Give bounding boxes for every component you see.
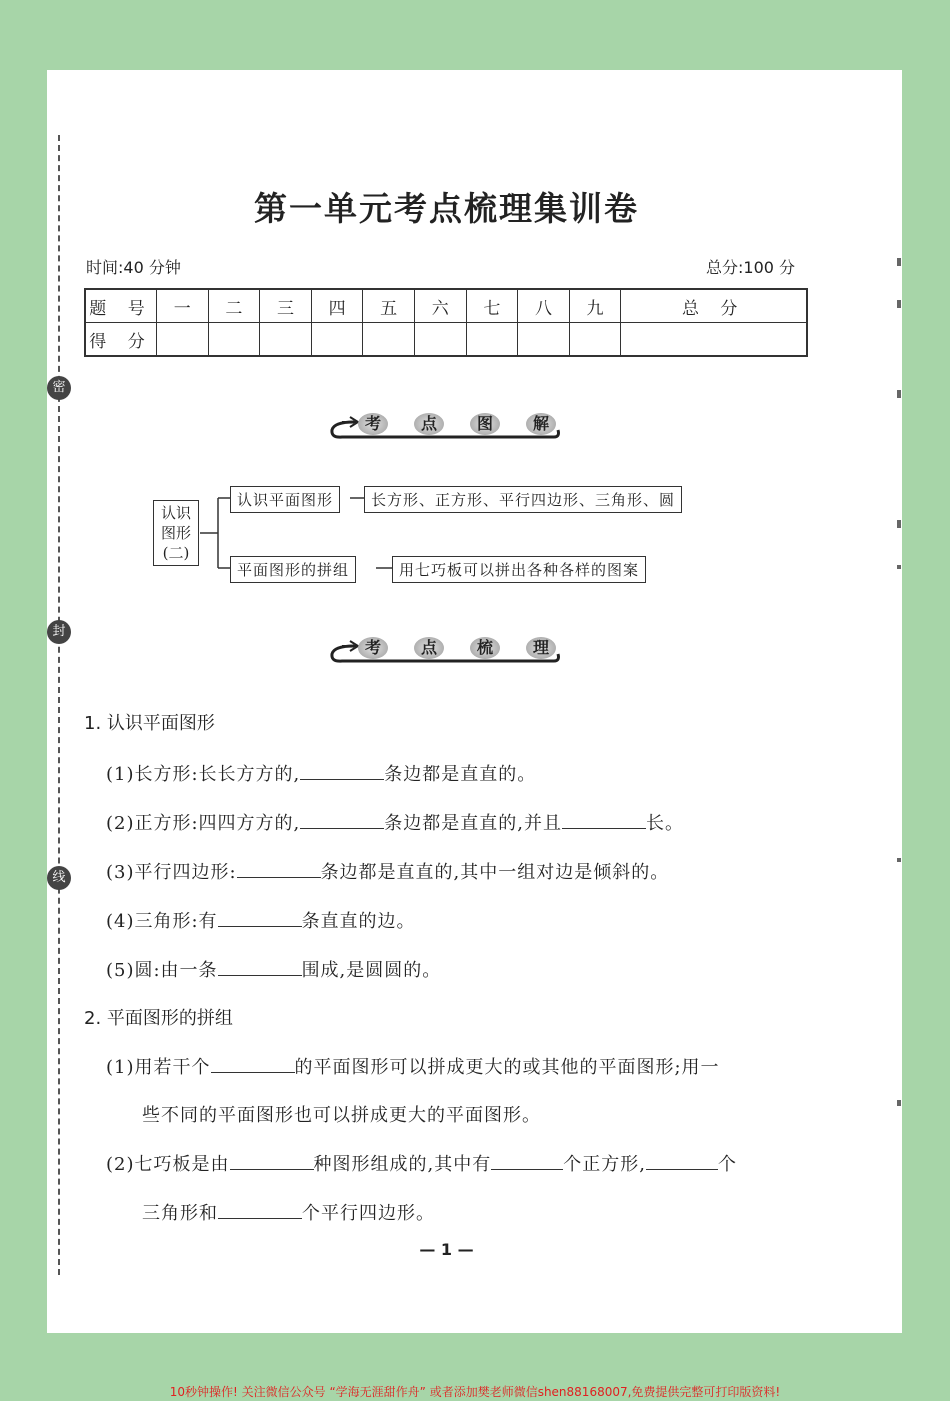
answer-blank[interactable] [237,876,321,878]
question-text: 围成,是圆圆的。 [301,960,442,981]
question-text: (1)用若干个 [106,1057,211,1078]
section-char: 考 [358,413,388,435]
question-text: (5)圆:由一条 [106,960,218,981]
answer-blank[interactable] [218,925,302,927]
answer-blank[interactable] [230,1168,314,1170]
score-row-label: 得 分 [85,323,157,357]
answer-blank[interactable] [562,827,646,829]
question-text: 三角形和 [142,1203,218,1224]
diagram-branch-combine: 平面图形的拼组 [230,556,356,583]
question-text: (3)平行四边形: [106,862,237,883]
answer-blank[interactable] [218,974,302,976]
question-text: 个正方形, [563,1154,646,1175]
question-2-2 [106,1150,737,1176]
section-char: 解 [526,413,556,435]
answer-blank[interactable] [211,1071,295,1073]
edge-mark [897,1100,901,1106]
question-text: (2)正方形:四四方方的, [106,813,301,834]
section-char: 理 [526,637,556,659]
diagram-root-line: 认识 [160,504,191,522]
question-text: 条边都是直直的。 [384,764,537,785]
question-text: 条边都是直直的,其中一组对边是倾斜的。 [320,862,670,883]
question-text: (4)三角形:有 [106,911,218,932]
section-char: 点 [414,637,444,659]
score-header-cell: 九 [569,289,621,323]
score-header-cell: 一 [157,289,209,323]
score-header-cell: 三 [260,289,312,323]
diagram-root-box [153,500,199,566]
diagram-root-line: 图形 [160,524,191,542]
total-score: 总分:100 分 [706,258,796,277]
score-header-cell: 八 [518,289,570,323]
answer-blank[interactable] [300,778,384,780]
section-char: 图 [470,413,500,435]
score-header-cell: 总 分 [621,289,807,323]
question-text: 个 [717,1154,737,1175]
question-2-heading: 2. 平面图形的拼组 [84,1008,233,1029]
diagram-branch-recognize: 认识平面图形 [230,486,340,513]
question-text: 条边都是直直的,并且 [384,813,563,834]
question-2-1-continued: 些不同的平面图形也可以拼成更大的平面图形。 [142,1105,541,1126]
score-header-cell: 五 [363,289,415,323]
diagram-root-line: (二) [162,544,190,562]
question-text: (2)七巧板是由 [106,1154,230,1175]
page-number: — 1 — [419,1240,474,1259]
question-1-4 [106,907,416,933]
section-header-review [328,634,568,670]
question-1-2 [106,809,684,835]
answer-blank[interactable] [218,1217,302,1219]
question-text: 条直直的边。 [301,911,416,932]
question-text: 种图形组成的,其中有 [313,1154,492,1175]
diagram-branch-combine-detail: 用七巧板可以拼出各种各样的图案 [392,556,646,583]
score-header-cell: 二 [208,289,260,323]
diagram-branch-recognize-detail: 长方形、正方形、平行四边形、三角形、圆 [364,486,682,513]
section-char: 点 [414,413,444,435]
question-text: 的平面图形可以拼成更大的或其他的平面图形;用一 [294,1057,720,1078]
binding-mark-xian: 线 [47,866,71,890]
question-text: 长。 [646,813,685,834]
score-header-cell: 四 [311,289,363,323]
question-1-1 [106,760,536,786]
score-header-cell: 题 号 [85,289,157,323]
question-2-1 [106,1053,720,1079]
question-1-heading: 1. 认识平面图形 [84,713,215,734]
binding-mark-mi: 密 [47,376,71,400]
page-title: 第一单元考点梳理集训卷 [254,189,639,228]
question-2-2-continued [142,1199,435,1225]
score-header-cell: 七 [466,289,518,323]
answer-blank[interactable] [646,1168,718,1170]
question-text: (1)长方形:长长方方的, [106,764,301,785]
section-char: 梳 [470,637,500,659]
question-text: 个平行四边形。 [302,1203,435,1224]
diagram-connectors [0,0,950,620]
binding-mark-feng: 封 [47,620,71,644]
footer-promo-text: 10秒钟操作! 关注微信公众号 “学海无涯甜作舟” 或者添加樊老师微信shen88168007,免费提供完整可打印版资料! [169,1385,781,1399]
answer-blank[interactable] [491,1168,563,1170]
section-char: 考 [358,637,388,659]
edge-mark [897,858,901,862]
answer-blank[interactable] [300,827,384,829]
time-limit: 时间:40 分钟 [86,258,181,277]
score-header-cell: 六 [414,289,466,323]
question-1-5 [106,956,441,982]
question-1-3 [106,858,669,884]
